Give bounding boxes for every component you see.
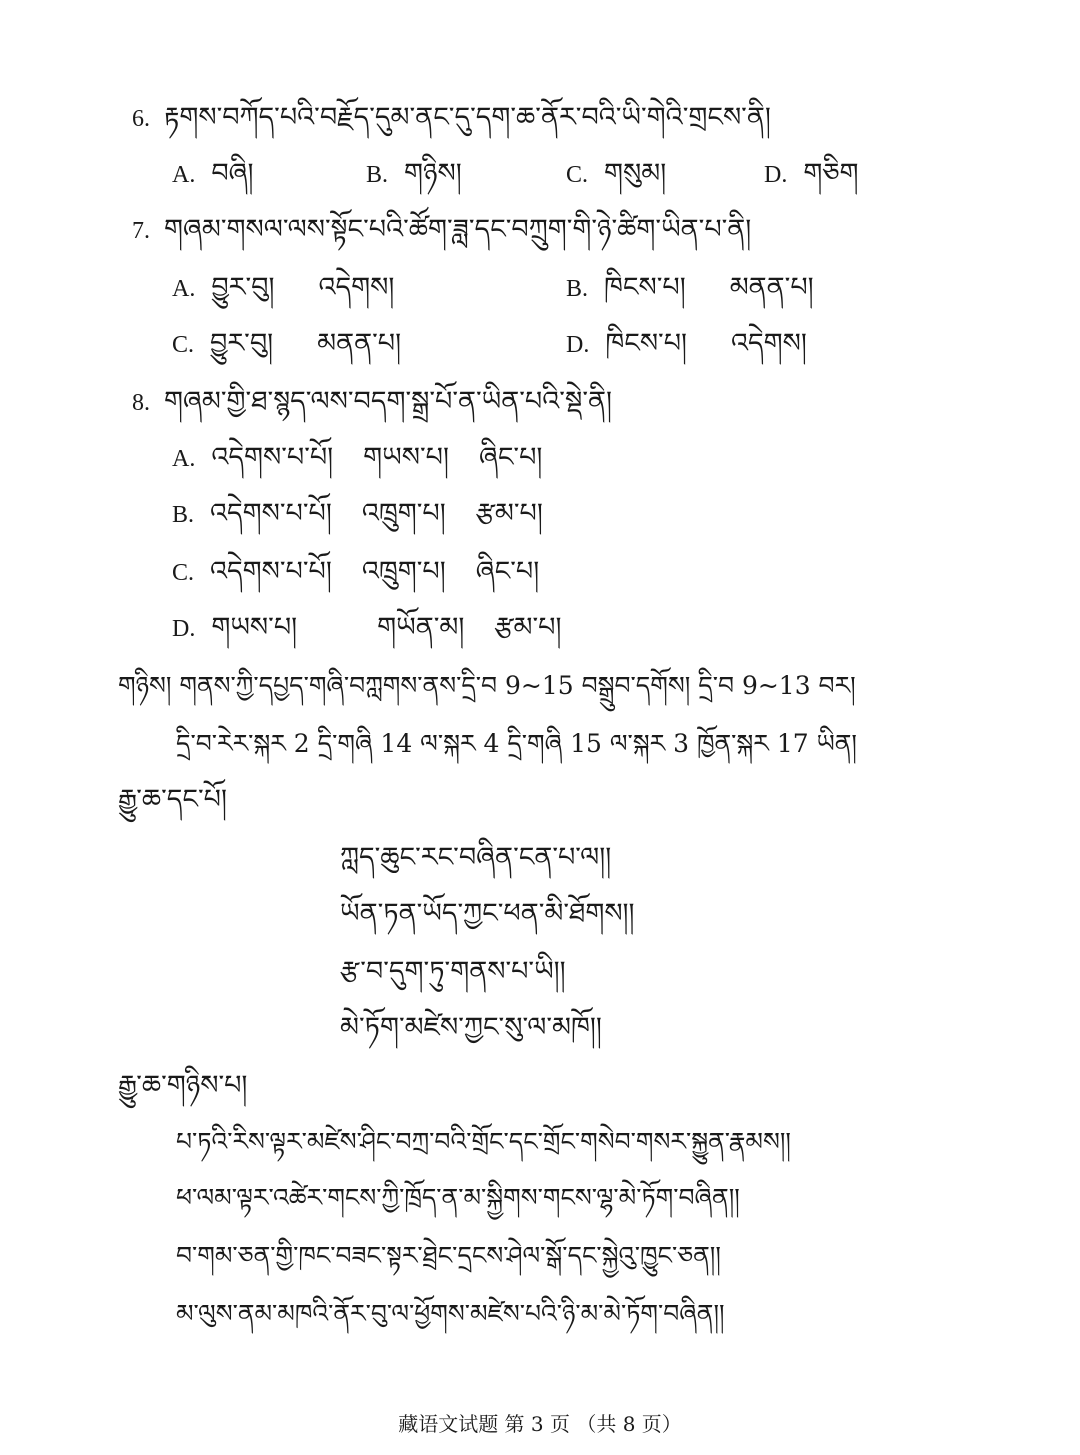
q7-option-c: [172, 324, 401, 365]
poem-line: ཀླད་ཆུང་རང་བཞིན་ངན་པ་ལ།།: [340, 842, 612, 873]
poem-line: ཕ་ལམ་ལྟར་འཚེར་གངས་ཀྱི་ཁྲོད་ན་མ་སྐྱིགས་གངས་ལྷ་མེ་ཏོག་བཞིན།།: [176, 1183, 740, 1212]
poem-line: པ་ཏའི་རིས་ལྟར་མཛེས་ཤིང་བཀྲ་བའི་གྲོང་དང་གྲོང་གསེབ་གསར་སྐྱུན་རྣམས།།: [176, 1127, 791, 1156]
q6-option-c: [566, 154, 666, 195]
option-word: འདེགས།: [731, 328, 807, 359]
poem-line: མེ་ཏོག་མཛེས་ཀྱང་སུ་ལ་མཁོ།།: [340, 1012, 602, 1043]
option-word: བྱུར་བུ།: [211, 272, 275, 303]
option-word: མནན་པ།: [729, 272, 814, 303]
option-word: མནན་པ།: [317, 328, 402, 359]
option-word: བྱུར་བུ།: [210, 328, 274, 359]
q7-option-b: [566, 268, 814, 309]
option-letter: D.: [566, 332, 590, 358]
option-word: རྩམ་པ།: [475, 498, 543, 529]
poem-line: རྩ་བ་དུག་ཏུ་གནས་པ་ཡི།།: [340, 956, 566, 987]
option-letter: C.: [172, 332, 195, 358]
option-word: འདེགས་པ་པོ།: [210, 556, 332, 587]
question-stem: གཞམ་གསལ་ལས་སྟོང་པའི་ཚོག་ཟླ་དང་བཀྲུག་གི་ཉེ་ཚིག་ཡིན་པ་ནི།: [164, 214, 752, 245]
question-number: 6.: [132, 106, 150, 132]
question-7: [132, 210, 751, 251]
option-letter: B.: [366, 162, 389, 188]
page-footer: 藏语文试题 第 3 页 （共 8 页）: [398, 1412, 682, 1436]
option-word: འདེགས།: [318, 272, 395, 303]
option-text: གཅིག: [803, 158, 859, 189]
poem-line: ཡོན་ཏན་ཡོད་ཀྱང་ཕན་མི་ཐོགས།།: [340, 898, 635, 929]
option-word: ཁིངས་པ།: [604, 272, 686, 303]
option-word: ཁིངས་པ།: [605, 328, 688, 359]
section-2-scoring: དྲི་བ་རེར་སྐར 2 དྲི་གཞི 14 ལ་སྐར 4 དྲི་གཞི 15 ལ་སྐར 3 ཁྱོན་སྐར 17 ཡིན།: [176, 729, 857, 758]
option-word: གཡོན་མ།: [377, 612, 465, 643]
question-6: [132, 98, 771, 139]
option-letter: C.: [566, 162, 589, 188]
q8-option-a: [172, 438, 542, 479]
q7-option-a: [172, 268, 394, 309]
option-letter: D.: [172, 616, 196, 642]
option-word: འཁྲུག་པ།: [361, 556, 446, 587]
option-word: གཡས་པ།: [363, 442, 449, 473]
question-stem: རྟགས་བཀོད་པའི་བརྗོད་དུམ་ནང་དུ་དག་ཆ་ནོར་བའི་ཡི་གེའི་གྲངས་ནི།: [164, 102, 771, 133]
option-letter: B.: [172, 502, 195, 528]
question-8: [132, 382, 612, 423]
option-word: ཞིང་པ།: [478, 442, 543, 473]
q8-option-b: [172, 494, 543, 535]
option-word: འདེགས་པ་པོ།: [211, 442, 334, 473]
q6-option-a: [172, 154, 254, 195]
option-letter: A.: [172, 162, 196, 188]
option-letter: A.: [172, 276, 196, 302]
q8-option-c: [172, 552, 539, 593]
q6-option-d: [764, 154, 859, 195]
option-letter: D.: [764, 162, 788, 188]
option-letter: C.: [172, 560, 195, 586]
option-word: འཁྲུག་པ།: [361, 498, 446, 529]
question-stem: གཞམ་གྱི་ཐ་སྙད་ལས་བདག་སྒྲ་པོ་ན་ཡིན་པའི་སྡེ་ནི།: [164, 386, 613, 417]
poem-line: བ་གམ་ཅན་གྱི་ཁང་བཟང་སྟར་ཐྲེང་དྲངས་ཤེལ་སྒོ་དང་སྐྱེའུ་ཁྱུང་ཅན།།: [176, 1241, 721, 1270]
option-letter: A.: [172, 446, 196, 472]
option-word: གཡས་པ།: [211, 612, 298, 643]
option-word: འདེགས་པ་པོ།: [210, 498, 332, 529]
option-letter: B.: [566, 276, 589, 302]
question-number: 8.: [132, 390, 150, 416]
option-text: གསུམ།: [604, 158, 667, 189]
option-word: རྩམ་པ།: [494, 612, 562, 643]
poem-line: མ་ལུས་ནམ་མཁའི་ནོར་བུ་ལ་ཕྱོགས་མཛེས་པའི་ཉི་མ་མེ་ཏོག་བཞིན།།: [176, 1299, 725, 1328]
option-text: བཞི།: [211, 158, 254, 189]
q8-option-d: [172, 608, 561, 649]
option-word: ཞིང་པ།: [475, 556, 540, 587]
question-number: 7.: [132, 218, 150, 244]
passage-2-label: རྒྱུ་ཆ་གཉིས་པ།: [118, 1070, 248, 1101]
passage-1-label: རྒྱུ་ཆ་དང་པོ།: [118, 784, 227, 815]
q7-option-d: [566, 324, 807, 365]
q6-option-b: [366, 154, 462, 195]
section-2-heading: གཉིས། གནས་ཀྱི་དཔྱད་གཞི་བཀླགས་ནས་དྲི་བ 9~15 བསྒྲུབ་དགོས། དྲི་བ 9~13 བར།: [118, 671, 856, 700]
option-text: གཉིས།: [404, 158, 462, 189]
